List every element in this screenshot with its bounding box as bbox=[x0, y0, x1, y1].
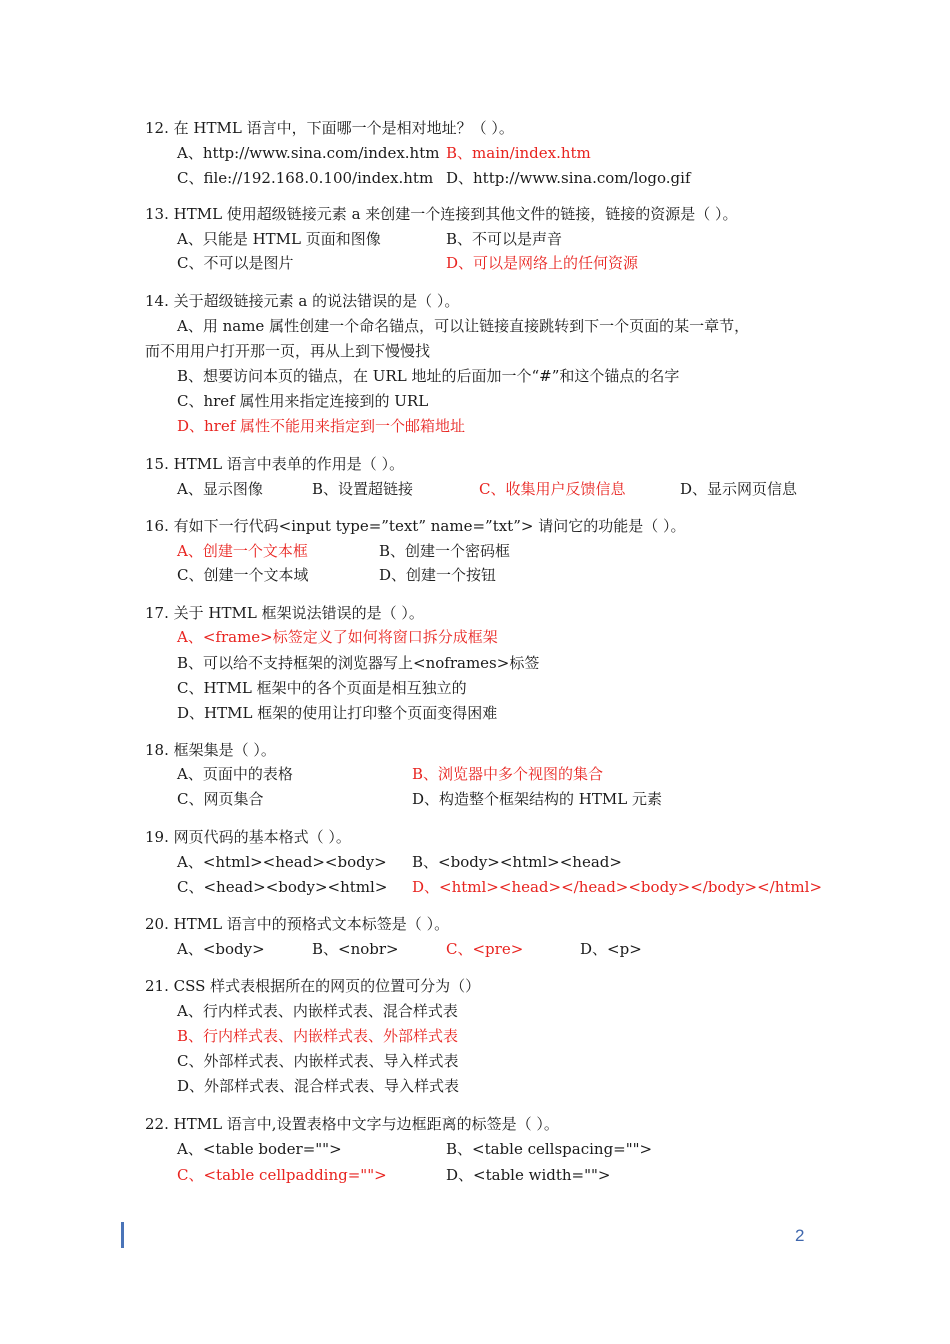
question-22-option-c-answer: C、<table cellpadding=""> bbox=[177, 1166, 387, 1184]
question-19-option-a: A、<html><head><body> bbox=[177, 853, 387, 871]
question-18-option-c: C、网页集合 bbox=[177, 790, 264, 808]
page-number: 2 bbox=[795, 1226, 805, 1245]
question-13-option-a: A、只能是 HTML 页面和图像 bbox=[177, 230, 381, 248]
question-18-option-b-answer: B、浏览器中多个视图的集合 bbox=[412, 765, 604, 783]
question-20-option-b: B、<nobr> bbox=[312, 940, 399, 958]
question-16-option-c: C、创建一个文本域 bbox=[177, 566, 309, 584]
question-13-option-c: C、不可以是图片 bbox=[177, 254, 294, 272]
question-20-option-c-answer: C、<pre> bbox=[446, 940, 524, 958]
question-21-stem: 21. CSS 样式表根据所在的网页的位置可分为（） bbox=[145, 977, 481, 995]
question-20-option-a: A、<body> bbox=[177, 940, 265, 958]
question-19-option-b: B、<body><html><head> bbox=[412, 853, 622, 871]
question-12-option-b-answer: B、main/index.htm bbox=[446, 144, 591, 162]
question-14-option-d-answer: D、href 属性不能用来指定到一个邮箱地址 bbox=[177, 417, 466, 435]
question-21-option-c: C、外部样式表、内嵌样式表、导入样式表 bbox=[177, 1052, 459, 1070]
question-16-stem: 16. 有如下一行代码<input type=”text” name=”txt”> 请问它的功能是（ ）。 bbox=[145, 517, 686, 535]
question-12-option-a: A、http://www.sina.com/index.htm bbox=[177, 144, 440, 162]
footer-accent-bar bbox=[121, 1222, 124, 1248]
question-15-option-b: B、设置超链接 bbox=[312, 480, 414, 498]
question-14-option-a: A、用 name 属性创建一个命名锚点，可以让链接直接跳转到下一个页面的某一章节， bbox=[177, 317, 750, 335]
question-13-option-d-answer: D、可以是网络上的任何资源 bbox=[446, 254, 639, 272]
question-22-option-d: D、<table width=""> bbox=[446, 1166, 611, 1184]
question-19-option-d-answer: D、<html><head></head><body></body></html> bbox=[412, 878, 823, 896]
question-17-option-d: D、HTML 框架的使用让打印整个页面变得困难 bbox=[177, 704, 498, 722]
question-14-stem: 14. 关于超级链接元素 a 的说法错误的是（ ）。 bbox=[145, 292, 460, 310]
question-15-option-c-answer: C、收集用户反馈信息 bbox=[479, 480, 626, 498]
question-19-option-c: C、<head><body><html> bbox=[177, 878, 388, 896]
question-21-option-b-answer: B、行内样式表、内嵌样式表、外部样式表 bbox=[177, 1027, 459, 1045]
question-17-option-a-answer: A、<frame>标签定义了如何将窗口拆分成框架 bbox=[177, 628, 498, 646]
question-17-option-c: C、HTML 框架中的各个页面是相互独立的 bbox=[177, 679, 467, 697]
question-20-option-d: D、<p> bbox=[580, 940, 642, 958]
question-18-stem: 18. 框架集是（ ）。 bbox=[145, 741, 276, 759]
question-14-option-c: C、href 属性用来指定连接到的 URL bbox=[177, 392, 429, 410]
question-17-stem: 17. 关于 HTML 框架说法错误的是（ ）。 bbox=[145, 604, 424, 622]
question-13-stem: 13. HTML 使用超级链接元素 a 来创建一个连接到其他文件的链接，链接的资源是（ ）。 bbox=[145, 205, 738, 223]
question-20-stem: 20. HTML 语言中的预格式文本标签是（ ）。 bbox=[145, 915, 450, 933]
question-22-option-a: A、<table boder=""> bbox=[177, 1140, 342, 1158]
question-16-option-d: D、创建一个按钮 bbox=[379, 566, 497, 584]
question-21-option-a: A、行内样式表、内嵌样式表、混合样式表 bbox=[177, 1002, 458, 1020]
question-15-stem: 15. HTML 语言中表单的作用是（ ）。 bbox=[145, 455, 405, 473]
question-12-option-c: C、file://192.168.0.100/index.htm bbox=[177, 169, 434, 187]
question-19-stem: 19. 网页代码的基本格式（ ）。 bbox=[145, 828, 351, 846]
question-13-option-b: B、不可以是声音 bbox=[446, 230, 563, 248]
question-14-option-b: B、想要访问本页的锚点，在 URL 地址的后面加一个“#”和这个锚点的名字 bbox=[177, 367, 680, 385]
question-12-stem: 12. 在 HTML 语言中，下面哪一个是相对地址？（ ）。 bbox=[145, 119, 514, 137]
question-21-option-d: D、外部样式表、混合样式表、导入样式表 bbox=[177, 1077, 460, 1095]
question-17-option-b: B、可以给不支持框架的浏览器写上<noframes>标签 bbox=[177, 654, 540, 672]
question-15-option-d: D、显示网页信息 bbox=[680, 480, 798, 498]
question-16-option-a-answer: A、创建一个文本框 bbox=[177, 542, 308, 560]
question-18-option-d: D、构造整个框架结构的 HTML 元素 bbox=[412, 790, 662, 808]
question-18-option-a: A、页面中的表格 bbox=[177, 765, 293, 783]
question-22-option-b: B、<table cellspacing=""> bbox=[446, 1140, 653, 1158]
question-12-option-d: D、http://www.sina.com/logo.gif bbox=[446, 169, 691, 187]
question-16-option-b: B、创建一个密码框 bbox=[379, 542, 511, 560]
question-15-option-a: A、显示图像 bbox=[177, 480, 263, 498]
question-22-stem: 22. HTML 语言中,设置表格中文字与边框距离的标签是（ ）。 bbox=[145, 1115, 559, 1133]
question-14-option-a-continued: 而不用用户打开那一页，再从上到下慢慢找 bbox=[145, 342, 431, 360]
